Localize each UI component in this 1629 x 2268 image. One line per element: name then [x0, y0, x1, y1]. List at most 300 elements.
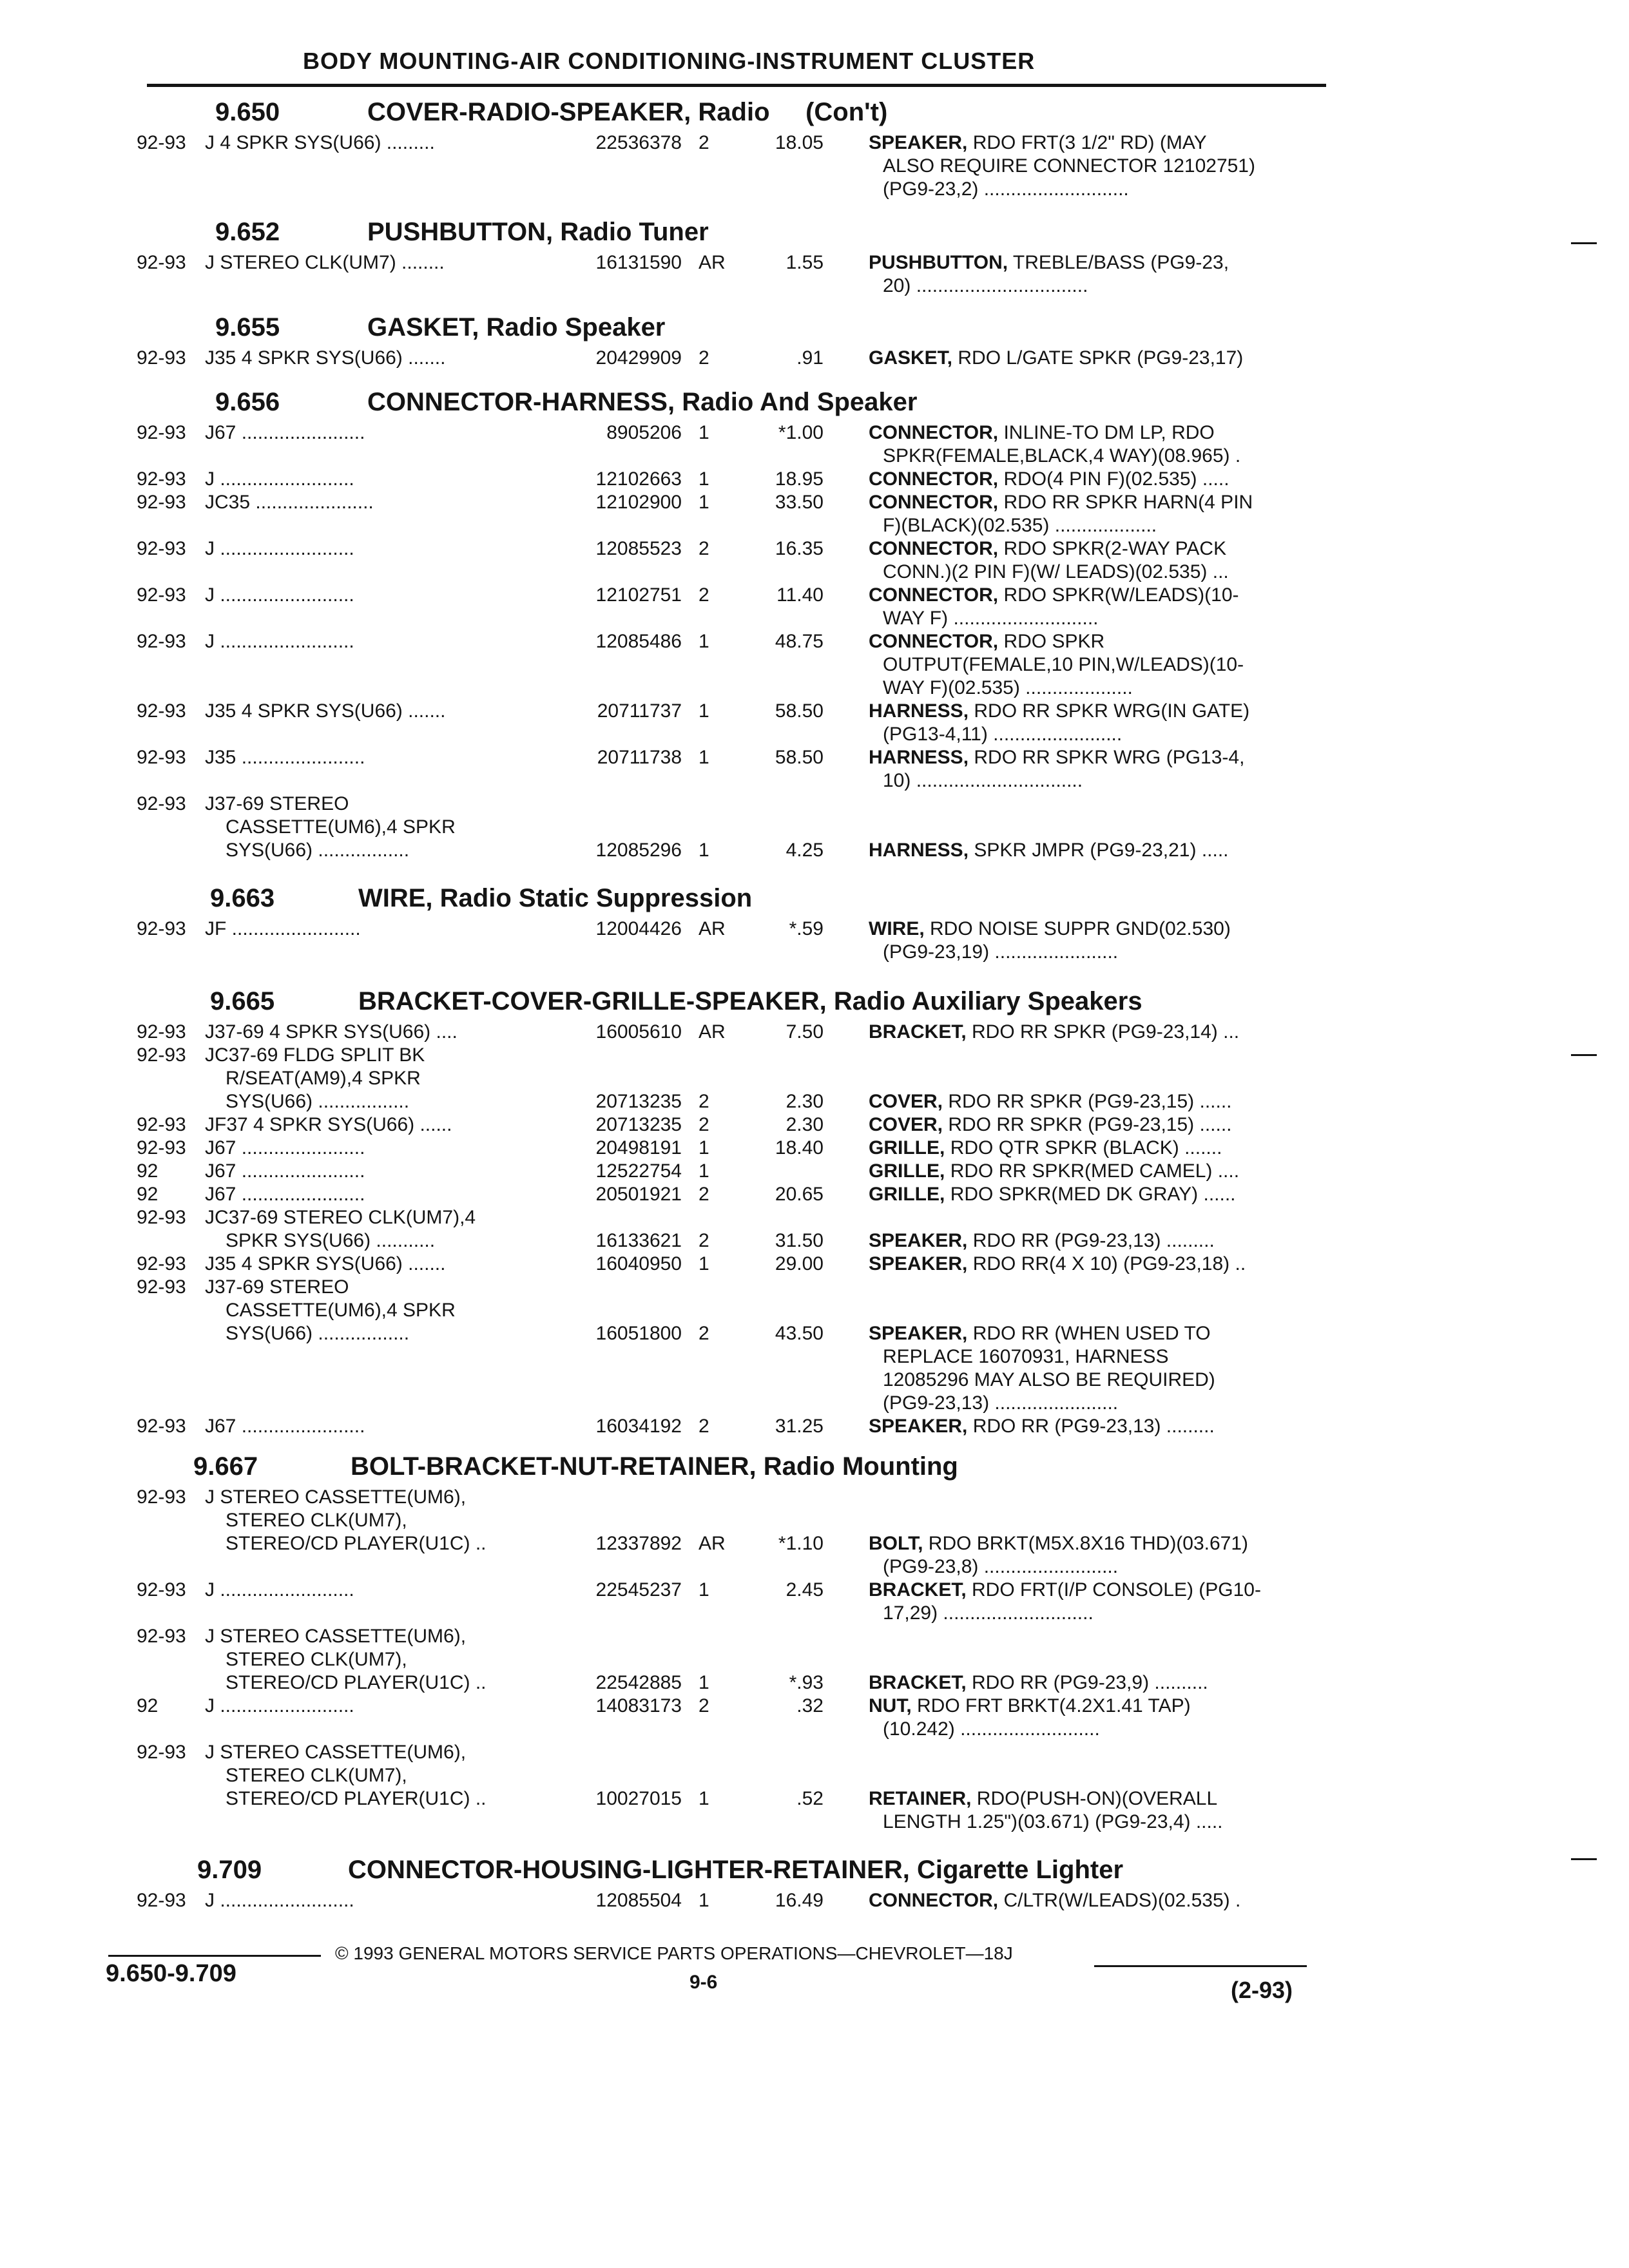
part-name: CONNECTOR, [869, 631, 999, 652]
quantity: 2 [699, 1230, 709, 1251]
usage-description: J ......................... [205, 584, 354, 606]
usage-description: J37-69 4 SPKR SYS(U66) .... [205, 1021, 458, 1043]
quantity: 1 [699, 1253, 709, 1274]
quantity: 1 [699, 631, 709, 652]
usage-description: J67 ....................... [205, 1184, 365, 1205]
part-description-continued: SPKR(FEMALE,BLACK,4 WAY)(08.965) . [883, 445, 1241, 466]
footer-rule-right [1094, 1965, 1307, 1967]
usage-description: STEREO/CD PLAYER(U1C) .. [226, 1788, 487, 1809]
model-years: 92-93 [137, 1626, 186, 1647]
usage-description: J STEREO CASSETTE(UM6), [205, 1742, 467, 1763]
part-name-line [869, 1579, 1261, 1602]
price: *1.00 [778, 422, 824, 443]
price: 20.65 [775, 1184, 824, 1205]
quantity: 2 [699, 538, 709, 559]
model-years: 92-93 [137, 252, 186, 273]
quantity: 1 [699, 492, 709, 513]
footer-revision-date: (2-93) [1231, 1977, 1293, 2003]
price: 11.40 [776, 584, 824, 606]
part-description-continued: 17,29) ............................ [883, 1602, 1094, 1624]
model-years: 92-93 [137, 1416, 186, 1437]
model-years: 92-93 [137, 1207, 186, 1228]
part-name-line [869, 1160, 1239, 1183]
section-title [367, 387, 917, 418]
quantity: 2 [699, 132, 709, 153]
margin-mark [1571, 1858, 1597, 1860]
part-description-continued: (PG9-23,13) ....................... [883, 1392, 1119, 1414]
usage-description: J35 4 SPKR SYS(U66) ....... [205, 700, 446, 722]
part-number: 16051800 [595, 1323, 682, 1344]
part-name: NUT, [869, 1695, 912, 1716]
part-name: GRILLE, [869, 1137, 945, 1158]
part-name: GRILLE, [869, 1184, 945, 1205]
quantity: 1 [699, 700, 709, 722]
quantity: 1 [699, 747, 709, 768]
model-years: 92 [137, 1184, 159, 1205]
usage-description: J35 4 SPKR SYS(U66) ....... [205, 1253, 446, 1274]
price: 4.25 [786, 840, 824, 861]
part-name-line [869, 1137, 1222, 1160]
usage-description: STEREO CLK(UM7), [226, 1510, 407, 1531]
part-name-line [869, 347, 1243, 370]
usage-description: J STEREO CLK(UM7) ........ [205, 252, 445, 273]
part-description: RDO SPKR [1003, 631, 1105, 652]
part-description: RDO(PUSH-ON)(OVERALL [976, 1788, 1218, 1809]
page-header-title: BODY MOUNTING-AIR CONDITIONING-INSTRUMENT CLUSTER [303, 48, 1036, 74]
model-years: 92-93 [137, 468, 186, 490]
usage-description: JC37-69 FLDG SPLIT BK [205, 1044, 425, 1066]
quantity: 1 [699, 840, 709, 861]
section-number: 9.665 [210, 987, 275, 1015]
part-name-line [869, 1113, 1232, 1137]
part-name: BRACKET, [869, 1672, 967, 1693]
part-name: HARNESS, [869, 840, 969, 861]
usage-description: J37-69 STEREO [205, 793, 349, 814]
usage-description: J 4 SPKR SYS(U66) ......... [205, 132, 435, 153]
model-years: 92-93 [137, 700, 186, 722]
price: 33.50 [775, 492, 824, 513]
part-description-continued: 10) ............................... [883, 770, 1083, 791]
part-name-line [869, 700, 1249, 723]
model-years: 92 [137, 1695, 159, 1716]
part-number: 20501921 [595, 1184, 682, 1205]
price: 29.00 [775, 1253, 824, 1274]
usage-description: CASSETTE(UM6),4 SPKR [226, 1300, 456, 1321]
part-description-continued: (PG13-4,11) ........................ [883, 724, 1123, 745]
section-title-main: WIRE, [358, 884, 433, 912]
part-description: RDO RR (PG9-23,9) .......... [972, 1672, 1208, 1693]
quantity: 2 [699, 584, 709, 606]
usage-description: J ......................... [205, 538, 354, 559]
part-name-line [869, 1021, 1239, 1044]
margin-mark [1571, 242, 1597, 244]
section-title-main: BOLT-BRACKET-NUT-RETAINER, [351, 1452, 757, 1481]
part-description: RDO FRT(I/P CONSOLE) (PG10- [972, 1579, 1261, 1600]
model-years: 92-93 [137, 1253, 186, 1274]
part-name: RETAINER, [869, 1788, 972, 1809]
price: 18.40 [775, 1137, 824, 1158]
usage-description: STEREO/CD PLAYER(U1C) .. [226, 1672, 487, 1693]
model-years: 92-93 [137, 1021, 186, 1043]
part-number: 20711737 [597, 700, 682, 722]
part-name: CONNECTOR, [869, 468, 999, 490]
price: 18.95 [775, 468, 824, 490]
part-description-continued: (PG9-23,8) ......................... [883, 1556, 1119, 1577]
part-name: HARNESS, [869, 700, 969, 722]
part-name: GRILLE, [869, 1160, 945, 1182]
part-description-continued: (10.242) .......................... [883, 1718, 1100, 1740]
usage-description: J ......................... [205, 1695, 354, 1716]
part-number: 20713235 [595, 1114, 682, 1135]
part-name-line [869, 491, 1253, 514]
usage-description: JC35 ...................... [205, 492, 374, 513]
price: 43.50 [775, 1323, 824, 1344]
usage-description: STEREO/CD PLAYER(U1C) .. [226, 1533, 487, 1554]
section-number: 9.663 [210, 884, 275, 912]
model-years: 92-93 [137, 1114, 186, 1135]
part-name: SPEAKER, [869, 132, 968, 153]
part-description: RDO RR (PG9-23,13) ......... [972, 1416, 1215, 1437]
part-number: 8905206 [606, 422, 682, 443]
part-description-continued: (PG9-23,2) ........................... [883, 178, 1129, 200]
section-title [367, 97, 887, 128]
part-description: RDO SPKR(2-WAY PACK [1003, 538, 1227, 559]
footer-copyright: © 1993 GENERAL MOTORS SERVICE PARTS OPERATIONS—CHEVROLET—18J [335, 1943, 1013, 1963]
part-number: 16040950 [595, 1253, 682, 1274]
quantity: AR [699, 1021, 726, 1043]
part-number: 22542885 [595, 1672, 682, 1693]
part-name-line [869, 1253, 1246, 1276]
part-name: COVER, [869, 1114, 943, 1135]
part-number: 12085504 [595, 1890, 682, 1911]
part-name-line [869, 918, 1231, 941]
price: 31.25 [775, 1416, 824, 1437]
quantity: 1 [699, 1788, 709, 1809]
section-title-main: PUSHBUTTON, [367, 218, 554, 246]
part-name-line [869, 1415, 1215, 1438]
price: .32 [796, 1695, 824, 1716]
part-description: RDO FRT(3 1/2" RD) (MAY [972, 132, 1207, 153]
part-name-line [869, 584, 1239, 607]
part-name: WIRE, [869, 918, 925, 939]
price: *.93 [789, 1672, 824, 1693]
section-title-sub: Cigarette Lighter [916, 1856, 1124, 1884]
usage-description: CASSETTE(UM6),4 SPKR [226, 816, 456, 838]
price: 7.50 [786, 1021, 824, 1043]
model-years: 92-93 [137, 793, 186, 814]
price: 2.45 [786, 1579, 824, 1600]
part-description-continued: WAY F) ........................... [883, 608, 1099, 629]
part-name-line [869, 630, 1104, 653]
part-number: 10027015 [595, 1788, 682, 1809]
usage-description: J STEREO CASSETTE(UM6), [205, 1486, 467, 1508]
part-name-line [869, 1229, 1215, 1253]
part-description: SPKR JMPR (PG9-23,21) ..... [974, 840, 1229, 861]
part-description-continued: 20) ................................ [883, 275, 1088, 296]
part-description: RDO RR SPKR WRG(IN GATE) [974, 700, 1250, 722]
section-title-sub: Radio (Con't) [698, 98, 888, 126]
model-years: 92-93 [137, 538, 186, 559]
usage-description: SPKR SYS(U66) ........... [226, 1230, 436, 1251]
margin-mark [1571, 1054, 1597, 1056]
usage-description: J67 ....................... [205, 1416, 365, 1437]
model-years: 92-93 [137, 1742, 186, 1763]
usage-description: JF ........................ [205, 918, 361, 939]
part-number: 12085296 [595, 840, 682, 861]
part-number: 20711738 [597, 747, 682, 768]
footer-rule-left [108, 1955, 321, 1957]
part-description: RDO(4 PIN F)(02.535) ..... [1003, 468, 1229, 490]
part-description: RDO SPKR(MED DK GRAY) ...... [950, 1184, 1236, 1205]
price: *.59 [789, 918, 824, 939]
part-name: SPEAKER, [869, 1416, 968, 1437]
section-title-main: CONNECTOR-HARNESS, [367, 388, 675, 416]
part-number: 12102663 [595, 468, 682, 490]
part-name: CONNECTOR, [869, 492, 999, 513]
part-description-continued: REPLACE 16070931, HARNESS [883, 1346, 1169, 1367]
quantity: 2 [699, 347, 709, 369]
usage-description: J37-69 STEREO [205, 1276, 349, 1298]
part-name: CONNECTOR, [869, 538, 999, 559]
header-rule [147, 84, 1326, 87]
part-description: RDO L/GATE SPKR (PG9-23,17) [958, 347, 1244, 369]
part-description: RDO RR (PG9-23,13) ......... [972, 1230, 1215, 1251]
quantity: 1 [699, 422, 709, 443]
section-number: 9.656 [215, 388, 280, 416]
quantity: 2 [699, 1416, 709, 1437]
part-description: RDO RR SPKR (PG9-23,15) ...... [948, 1114, 1232, 1135]
model-years: 92-93 [137, 1044, 186, 1066]
usage-description: JC37-69 STEREO CLK(UM7),4 [205, 1207, 476, 1228]
usage-description: J ......................... [205, 1890, 354, 1911]
model-years: 92-93 [137, 422, 186, 443]
section-title-main: BRACKET-COVER-GRILLE-SPEAKER, [358, 987, 827, 1015]
usage-description: J ......................... [205, 1579, 354, 1600]
part-name: PUSHBUTTON, [869, 252, 1008, 273]
model-years: 92-93 [137, 492, 186, 513]
part-name-line [869, 421, 1215, 445]
section-title-sub: Radio Speaker [486, 313, 666, 341]
part-description-continued: WAY F)(02.535) .................... [883, 677, 1133, 698]
footer-section-range: 9.650-9.709 [106, 1960, 236, 1987]
section-title-sub: Radio Auxiliary Speakers [833, 987, 1142, 1015]
part-name: CONNECTOR, [869, 1890, 999, 1911]
part-name: HARNESS, [869, 747, 969, 768]
quantity: 2 [699, 1323, 709, 1344]
quantity: 1 [699, 468, 709, 490]
model-years: 92-93 [137, 1276, 186, 1298]
section-number: 9.652 [215, 218, 280, 246]
section-title [358, 986, 1142, 1017]
part-description-continued: ALSO REQUIRE CONNECTOR 12102751) [883, 155, 1255, 177]
section-number: 9.650 [215, 98, 280, 126]
part-description: RDO BRKT(M5X.8X16 THD)(03.671) [928, 1533, 1249, 1554]
part-number: 12085486 [595, 631, 682, 652]
part-name-line [869, 746, 1244, 769]
part-description: TREBLE/BASS (PG9-23, [1012, 252, 1229, 273]
part-name-line [869, 1532, 1248, 1555]
part-name: COVER, [869, 1091, 943, 1112]
part-number: 16005610 [595, 1021, 682, 1043]
price: 16.35 [775, 538, 824, 559]
price: 2.30 [786, 1091, 824, 1112]
part-description: RDO RR SPKR(MED CAMEL) .... [950, 1160, 1240, 1182]
model-years: 92-93 [137, 584, 186, 606]
part-description-continued: F)(BLACK)(02.535) ................... [883, 515, 1157, 536]
part-name: BRACKET, [869, 1021, 967, 1043]
part-description-continued: LENGTH 1.25")(03.671) (PG9-23,4) ..... [883, 1811, 1223, 1832]
section-title [351, 1451, 958, 1482]
usage-description: SYS(U66) ................. [226, 840, 410, 861]
part-number: 12337892 [595, 1533, 682, 1554]
model-years: 92-93 [137, 918, 186, 939]
quantity: AR [699, 252, 726, 273]
part-description: RDO NOISE SUPPR GND(02.530) [930, 918, 1231, 939]
part-name-line [869, 1183, 1236, 1206]
part-description: RDO QTR SPKR (BLACK) ....... [950, 1137, 1222, 1158]
usage-description: J ......................... [205, 631, 354, 652]
part-number: 16133621 [595, 1230, 682, 1251]
part-name-line [869, 839, 1229, 862]
part-number: 14083173 [595, 1695, 682, 1716]
part-name-line [869, 537, 1226, 561]
section-title [358, 883, 752, 914]
usage-description: SYS(U66) ................. [226, 1091, 410, 1112]
quantity: 2 [699, 1114, 709, 1135]
usage-description: J STEREO CASSETTE(UM6), [205, 1626, 467, 1647]
part-name-line [869, 1322, 1211, 1345]
quantity: AR [699, 918, 726, 939]
part-description: RDO RR SPKR (PG9-23,15) ...... [948, 1091, 1232, 1112]
part-name: CONNECTOR, [869, 422, 999, 443]
part-name: CONNECTOR, [869, 584, 999, 606]
part-number: 20498191 [595, 1137, 682, 1158]
part-name-line [869, 468, 1229, 491]
part-name: SPEAKER, [869, 1253, 968, 1274]
part-description: C/LTR(W/LEADS)(02.535) . [1003, 1890, 1241, 1911]
section-number: 9.655 [215, 313, 280, 341]
part-description: RDO RR(4 X 10) (PG9-23,18) .. [972, 1253, 1246, 1274]
part-number: 12102751 [595, 584, 682, 606]
quantity: 1 [699, 1890, 709, 1911]
section-title-sub: Radio And Speaker [682, 388, 918, 416]
usage-description: SYS(U66) ................. [226, 1323, 410, 1344]
usage-description: STEREO CLK(UM7), [226, 1765, 407, 1786]
section-title [348, 1854, 1123, 1885]
part-description: RDO RR SPKR (PG9-23,14) ... [972, 1021, 1240, 1043]
part-description: RDO FRT BRKT(4.2X1.41 TAP) [917, 1695, 1191, 1716]
part-number: 12102900 [595, 492, 682, 513]
part-name: SPEAKER, [869, 1230, 968, 1251]
part-name: BOLT, [869, 1533, 923, 1554]
quantity: 1 [699, 1137, 709, 1158]
quantity: 2 [699, 1091, 709, 1112]
section-title-main: CONNECTOR-HOUSING-LIGHTER-RETAINER, [348, 1856, 910, 1884]
section-title [367, 312, 665, 343]
part-name: GASKET, [869, 347, 953, 369]
section-title [367, 216, 709, 247]
part-number: 22536378 [595, 132, 682, 153]
part-description-continued: OUTPUT(FEMALE,10 PIN,W/LEADS)(10- [883, 654, 1244, 675]
quantity: 1 [699, 1579, 709, 1600]
part-name-line [869, 1787, 1217, 1811]
part-description: RDO RR (WHEN USED TO [972, 1323, 1211, 1344]
part-number: 22545237 [595, 1579, 682, 1600]
price: 58.50 [775, 700, 824, 722]
section-title-main: COVER-RADIO-SPEAKER, [367, 98, 691, 126]
part-description: RDO SPKR(W/LEADS)(10- [1003, 584, 1239, 606]
part-description: INLINE-TO DM LP, RDO [1003, 422, 1215, 443]
section-title-sub: Radio Mounting [763, 1452, 958, 1481]
model-years: 92 [137, 1160, 159, 1182]
part-number: 16131590 [595, 252, 682, 273]
price: 2.30 [786, 1114, 824, 1135]
usage-description: R/SEAT(AM9),4 SPKR [226, 1068, 421, 1089]
part-name: SPEAKER, [869, 1323, 968, 1344]
part-name-line [869, 1889, 1240, 1912]
model-years: 92-93 [137, 747, 186, 768]
price: .52 [796, 1788, 824, 1809]
price: *1.10 [778, 1533, 824, 1554]
usage-description: J67 ....................... [205, 422, 365, 443]
price: 58.50 [775, 747, 824, 768]
part-name-line [869, 251, 1229, 274]
usage-description: J67 ....................... [205, 1160, 365, 1182]
part-name-line [869, 131, 1207, 155]
part-name: BRACKET, [869, 1579, 967, 1600]
price: 18.05 [775, 132, 824, 153]
part-number: 20713235 [595, 1091, 682, 1112]
part-name-line [869, 1695, 1191, 1718]
price: 1.55 [786, 252, 824, 273]
part-description-continued: (PG9-23,19) ....................... [883, 941, 1119, 963]
model-years: 92-93 [137, 347, 186, 369]
model-years: 92-93 [137, 132, 186, 153]
section-title-main: GASKET, [367, 313, 479, 341]
section-title-sub: Radio Tuner [560, 218, 709, 246]
model-years: 92-93 [137, 631, 186, 652]
part-description-continued: CONN.)(2 PIN F)(W/ LEADS)(02.535) ... [883, 561, 1229, 582]
price: 31.50 [775, 1230, 824, 1251]
price: 48.75 [775, 631, 824, 652]
price: .91 [796, 347, 824, 369]
quantity: AR [699, 1533, 726, 1554]
section-title-sub: Radio Static Suppression [439, 884, 753, 912]
part-number: 20429909 [595, 347, 682, 369]
part-name-line [869, 1090, 1232, 1113]
price: 16.49 [775, 1890, 824, 1911]
quantity: 1 [699, 1672, 709, 1693]
part-description: RDO RR SPKR WRG (PG13-4, [974, 747, 1245, 768]
usage-description: J67 ....................... [205, 1137, 365, 1158]
usage-description: J35 4 SPKR SYS(U66) ....... [205, 347, 446, 369]
part-number: 12522754 [595, 1160, 682, 1182]
footer-page-number: 9-6 [689, 1972, 718, 1993]
part-number: 12004426 [595, 918, 682, 939]
quantity: 1 [699, 1160, 709, 1182]
part-number: 16034192 [595, 1416, 682, 1437]
quantity: 2 [699, 1184, 709, 1205]
part-number: 12085523 [595, 538, 682, 559]
part-name-line [869, 1671, 1208, 1695]
section-number: 9.709 [197, 1856, 262, 1884]
section-number: 9.667 [193, 1452, 258, 1481]
usage-description: JF37 4 SPKR SYS(U66) ...... [205, 1114, 452, 1135]
usage-description: J35 ....................... [205, 747, 365, 768]
usage-description: STEREO CLK(UM7), [226, 1649, 407, 1670]
model-years: 92-93 [137, 1486, 186, 1508]
model-years: 92-93 [137, 1890, 186, 1911]
